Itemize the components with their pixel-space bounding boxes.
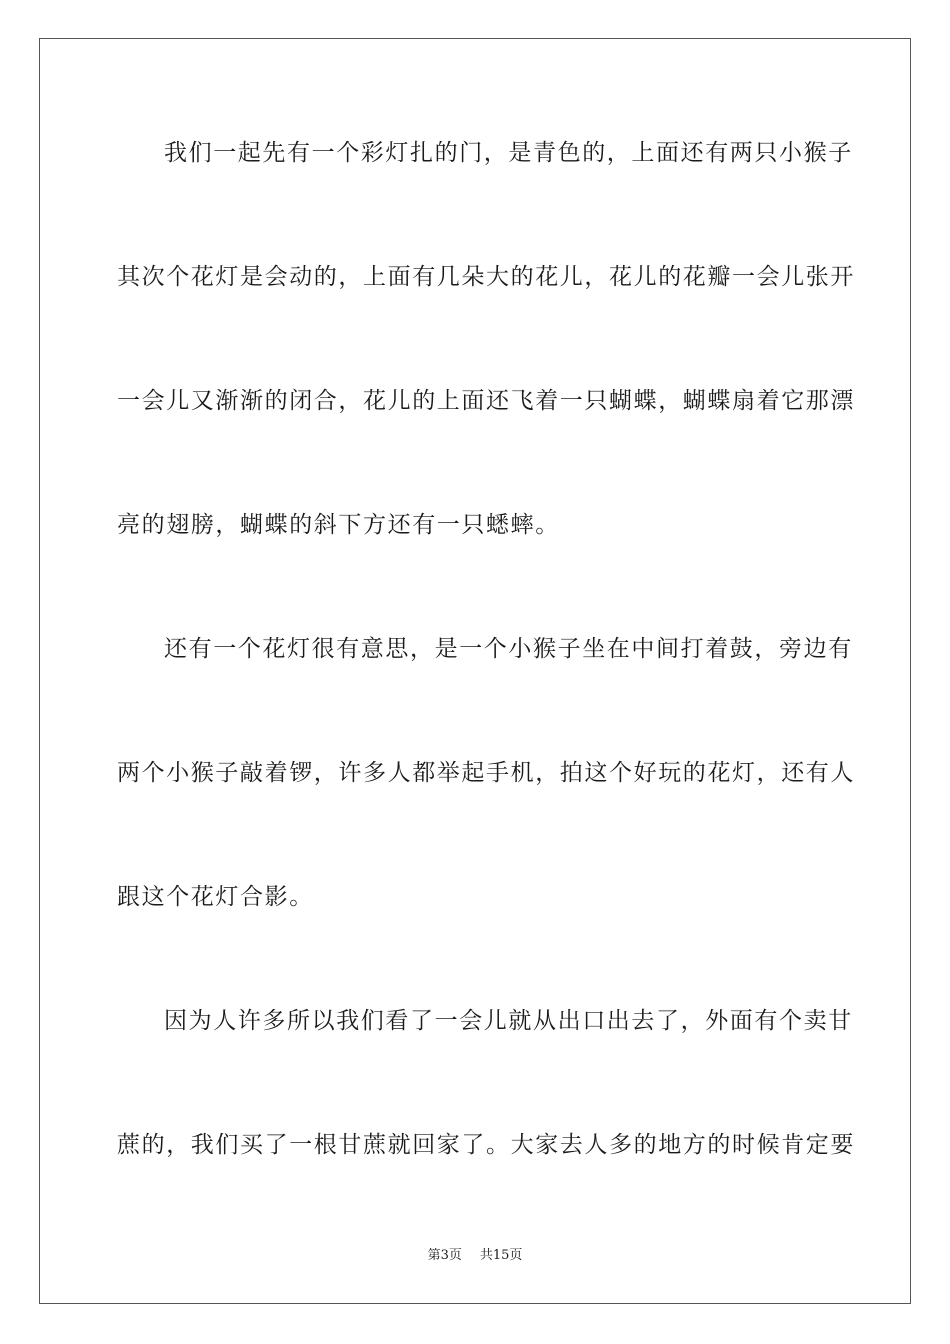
paragraph-2-line-3: 跟这个花灯合影。 bbox=[117, 884, 314, 910]
paragraph-1-line-2: 其次个花灯是会动的，上面有几朵大的花儿，花儿的花瓣一会儿张开 bbox=[117, 264, 855, 290]
paragraph-1-line-4: 亮的翅膀，蝴蝶的斜下方还有一只蟋蟀。 bbox=[117, 512, 560, 538]
page-total: 共15页 bbox=[479, 1248, 523, 1263]
page-footer bbox=[0, 1247, 950, 1265]
page-frame bbox=[39, 38, 911, 1304]
paragraph-1-line-3: 一会儿又渐渐的闭合，花儿的上面还飞着一只蝴蝶，蝴蝶扇着它那漂 bbox=[117, 388, 855, 414]
page-number: 第3页 bbox=[427, 1248, 462, 1263]
paragraph-3-line-2: 蔗的，我们买了一根甘蔗就回家了。大家去人多的地方的时候肯定要 bbox=[117, 1132, 855, 1158]
paragraph-3-line-1: 因为人许多所以我们看了一会儿就从出口出去了，外面有个卖甘 bbox=[164, 1008, 853, 1034]
paragraph-2-line-1: 还有一个花灯很有意思，是一个小猴子坐在中间打着鼓，旁边有 bbox=[164, 636, 853, 662]
paragraph-2-line-2: 两个小猴子敲着锣，许多人都举起手机，拍这个好玩的花灯，还有人 bbox=[117, 760, 855, 786]
paragraph-1-line-1: 我们一起先有一个彩灯扎的门，是青色的，上面还有两只小猴子 bbox=[164, 140, 853, 166]
